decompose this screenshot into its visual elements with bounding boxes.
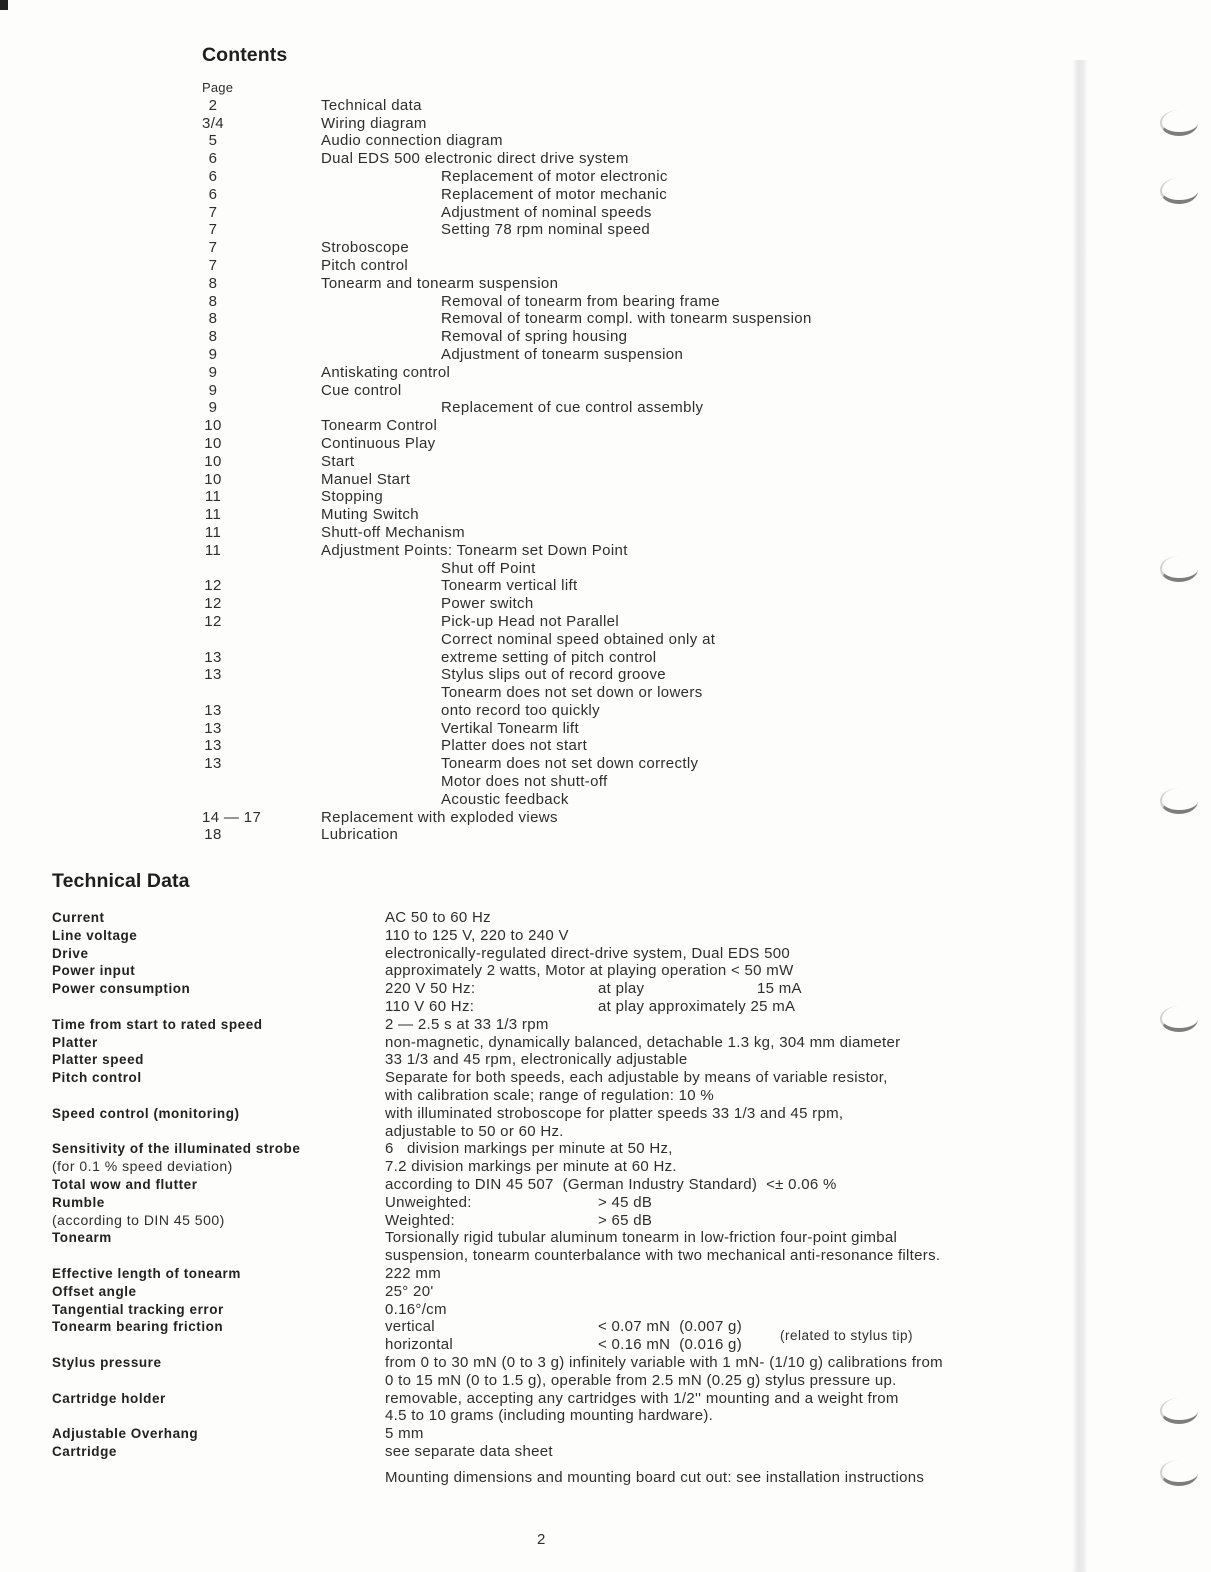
- spec-value-column: horizontal: [385, 1336, 454, 1354]
- spec-label-cell: [52, 1425, 385, 1443]
- spec-value-line: 2 — 2.5 s at 33 1/3 rpm: [385, 1015, 549, 1033]
- toc-entry: [202, 809, 812, 827]
- spec-value-line: electronically-regulated direct-drive system, Dual EDS 500: [385, 944, 791, 962]
- spec-row: [52, 1176, 1052, 1194]
- spec-row: [52, 945, 1052, 963]
- contents-heading: Contents: [202, 44, 288, 66]
- toc-subentry: [202, 310, 812, 328]
- toc-entry-title: Start: [321, 452, 355, 470]
- toc-page-number: 11: [204, 523, 222, 541]
- spec-label: Total wow and flutter: [52, 1176, 198, 1192]
- spec-value-line: Separate for both speeds, each adjustable by means of variable resistor,: [385, 1069, 888, 1087]
- spec-rows: [52, 909, 1052, 1461]
- toc-page-number: 13: [204, 737, 222, 755]
- toc-page-number: 9: [208, 381, 218, 399]
- toc-page-number: 13: [204, 701, 222, 719]
- spec-value-cell: [385, 962, 1052, 980]
- spec-label: Effective length of tonearm: [52, 1265, 241, 1281]
- toc-entry-title: Continuous Play: [321, 434, 436, 452]
- toc-entry: [202, 524, 812, 542]
- toc-entry: [202, 506, 812, 524]
- spec-value-cell: [385, 1034, 1052, 1052]
- toc-entry-title: Removal of spring housing: [441, 328, 628, 346]
- spec-value-cell: [385, 1425, 1052, 1443]
- toc-subentry: [202, 577, 812, 595]
- toc-entry-title: Stroboscope: [321, 239, 410, 257]
- spec-label: Tonearm: [52, 1230, 112, 1246]
- spec-row: [52, 1443, 1052, 1461]
- spec-row: [52, 1069, 1052, 1105]
- spec-value-cell: [385, 1105, 1052, 1141]
- toc-entry: [202, 435, 812, 453]
- spec-value-column: Weighted:: [385, 1211, 455, 1229]
- toc-subentry: [202, 328, 812, 346]
- spec-row: [52, 1105, 1052, 1141]
- spec-row: [52, 909, 1052, 927]
- toc-entry-title: Adjustment Points: Tonearm set Down Point: [321, 541, 628, 559]
- toc-entry-title: Replacement of motor mechanic: [441, 185, 668, 203]
- toc-page-number: 6: [208, 167, 218, 185]
- spec-value-column: at play approximately 25 mA: [598, 997, 796, 1015]
- spec-value-line: 222 mm: [385, 1264, 441, 1282]
- spec-label-cell: [52, 1194, 385, 1230]
- spec-value-column: at play: [598, 980, 645, 998]
- toc-page-number: 2: [208, 96, 218, 114]
- toc-entry-title: Dual EDS 500 electronic direct drive system: [321, 150, 629, 168]
- spec-label-cell: [52, 1051, 385, 1069]
- spec-label-cell: [52, 927, 385, 945]
- toc-subentry: [202, 631, 812, 649]
- toc-subentry: [202, 702, 812, 720]
- toc-entry-title: Stylus slips out of record groove: [441, 666, 666, 684]
- spec-label: Time from start to rated speed: [52, 1016, 263, 1032]
- toc-entry-title: Pitch control: [321, 256, 409, 274]
- toc-page-number: 10: [204, 417, 222, 435]
- spec-value-line: 6 division markings per minute at 50 Hz,: [385, 1140, 673, 1158]
- spec-value-cell: [385, 980, 1052, 1016]
- toc-page-number: 8: [208, 274, 218, 292]
- spec-row: [52, 962, 1052, 980]
- toc-entry-title: Pick-up Head not Parallel: [441, 612, 620, 630]
- binder-hole-shadow: [1160, 110, 1198, 136]
- toc-page-number: 12: [204, 577, 222, 595]
- spec-row: [52, 980, 1052, 1016]
- toc-entry-title: Removal of tonearm compl. with tonearm suspension: [441, 310, 812, 328]
- toc-entry-title: Vertikal Tonearm lift: [441, 719, 579, 737]
- toc-page-number: 12: [204, 595, 222, 613]
- toc-entry: [202, 364, 812, 382]
- toc-page-number: 9: [208, 399, 218, 417]
- toc-entry-title: Replacement of motor electronic: [441, 167, 668, 185]
- spec-value-cell: [385, 1265, 1052, 1283]
- toc-entry: [202, 257, 812, 275]
- spec-value-cell: [385, 1229, 1052, 1265]
- toc-entry: [202, 488, 812, 506]
- spec-value-line: adjustable to 50 or 60 Hz.: [385, 1122, 564, 1140]
- toc-page-number: 13: [204, 719, 222, 737]
- toc-subentry: [202, 399, 812, 417]
- toc-page-number: 7: [208, 256, 218, 274]
- toc-page-number: 11: [204, 488, 222, 506]
- spec-row: [52, 1390, 1052, 1426]
- spec-row: [52, 1354, 1052, 1390]
- toc-entry-title: Muting Switch: [321, 506, 419, 524]
- spec-value-line: with illuminated stroboscope for platter speeds 33 1/3 and 45 rpm,: [385, 1104, 844, 1122]
- spec-label: Rumble: [52, 1194, 105, 1210]
- spec-value-line: suspension, tonearm counterbalance with two mechanical anti-resonance filters.: [385, 1247, 941, 1265]
- spec-row: [52, 1016, 1052, 1034]
- toc-page-number: 13: [204, 648, 222, 666]
- toc-entry-title: onto record too quickly: [441, 701, 600, 719]
- toc-entry-title: Wiring diagram: [321, 114, 427, 132]
- toc-subentry: [202, 346, 812, 364]
- spec-row: [52, 1425, 1052, 1443]
- toc-page-number: 3/4: [202, 114, 224, 132]
- spec-value-line: AC 50 to 60 Hz: [385, 909, 491, 926]
- spec-value-cell: [385, 945, 1052, 963]
- toc-subentry: [202, 595, 812, 613]
- spec-label: Cartridge holder: [52, 1390, 166, 1406]
- binder-hole-shadow: [1160, 178, 1198, 204]
- spec-value-cell: [385, 1140, 1052, 1176]
- toc-entry: [202, 453, 812, 471]
- spec-value-cell: [385, 1354, 1052, 1390]
- spec-value-cell: [385, 1176, 1052, 1194]
- spec-value-cell: [385, 1069, 1052, 1105]
- toc-subentry: [202, 737, 812, 755]
- toc-entry-title: Motor does not shutt-off: [441, 773, 608, 791]
- spec-value-line: see separate data sheet: [385, 1442, 553, 1460]
- spec-label-cell: [52, 1390, 385, 1426]
- toc-page-number: 6: [208, 185, 218, 203]
- toc-entry-title: Antiskating control: [321, 363, 451, 381]
- spec-note: (related to stylus tip): [780, 1328, 914, 1344]
- toc-entry-title: Acoustic feedback: [441, 790, 569, 808]
- spec-label-cell: [52, 1301, 385, 1319]
- spec-label: Sensitivity of the illuminated strobe: [52, 1141, 301, 1157]
- toc-entry-title: Manuel Start: [321, 470, 411, 488]
- page-number: 2: [537, 1531, 546, 1548]
- toc-entry: [202, 275, 812, 293]
- toc-subentry: [202, 666, 812, 684]
- toc-subentry: [202, 791, 812, 809]
- spec-value-column: Unweighted:: [385, 1193, 472, 1211]
- toc-subentry: [202, 204, 812, 222]
- toc-subentry: [202, 186, 812, 204]
- spec-label: Tangential tracking error: [52, 1301, 224, 1317]
- toc-entry-title: Audio connection diagram: [321, 132, 503, 150]
- toc-page-number: 13: [204, 755, 222, 773]
- toc-entry: [202, 417, 812, 435]
- toc-entry: [202, 150, 812, 168]
- toc-page-number: 7: [208, 239, 218, 257]
- page-column-header: Page: [202, 80, 234, 95]
- toc-page-number: 8: [208, 328, 218, 346]
- spec-value-cell: [385, 927, 1052, 945]
- spec-value-cell: [385, 1443, 1052, 1461]
- spec-value-line: 0.16°/cm: [385, 1300, 447, 1318]
- contents-list: [202, 79, 812, 844]
- toc-entry-title: Stopping: [321, 488, 384, 506]
- toc-page-number: 8: [208, 292, 218, 310]
- spec-label-cell: [52, 945, 385, 963]
- toc-entry: [202, 826, 812, 844]
- toc-page-number: 10: [204, 470, 222, 488]
- toc-page-number: 13: [204, 666, 222, 684]
- binder-shadow: [1072, 60, 1088, 1572]
- spec-value-cell: [385, 1301, 1052, 1319]
- toc-subentry: [202, 613, 812, 631]
- toc-page-number: 7: [208, 203, 218, 221]
- toc-page-number: 14 — 17: [202, 808, 262, 826]
- toc-entry: [202, 471, 812, 489]
- spec-label: Current: [52, 910, 105, 925]
- spec-row: [52, 1283, 1052, 1301]
- spec-value-line: approximately 2 watts, Motor at playing operation < 50 mW: [385, 962, 794, 980]
- spec-label: Pitch control: [52, 1070, 142, 1086]
- toc-page-number: 10: [204, 452, 222, 470]
- toc-entry-title: Technical data: [321, 96, 422, 114]
- mounting-footnote: Mounting dimensions and mounting board cut out: see installation instructions: [385, 1468, 925, 1486]
- spec-sublabel: (for 0.1 % speed deviation): [52, 1158, 233, 1175]
- spec-row: [52, 1051, 1052, 1069]
- spec-label-cell: [52, 1265, 385, 1283]
- spec-label-cell: [52, 1105, 385, 1141]
- spec-row: [52, 1194, 1052, 1230]
- spec-value-column: 220 V 50 Hz:: [385, 980, 476, 998]
- toc-subentry: [202, 720, 812, 738]
- spec-label: Offset angle: [52, 1283, 137, 1299]
- spec-value-column: 15 mA: [757, 980, 802, 998]
- toc-entry-title: Removal of tonearm from bearing frame: [441, 292, 720, 310]
- spec-value-column: < 0.16 mN (0.016 g): [598, 1336, 742, 1354]
- spec-label: Line voltage: [52, 927, 138, 943]
- toc-entry-title: Adjustment of nominal speeds: [441, 203, 652, 221]
- spec-label: Platter: [52, 1034, 98, 1050]
- spec-label: Power input: [52, 963, 136, 979]
- toc-subentry: [202, 560, 812, 578]
- spec-value-line: 33 1/3 and 45 rpm, electronically adjustable: [385, 1051, 688, 1069]
- toc-subentry: [202, 649, 812, 667]
- toc-entry-title: Power switch: [441, 595, 534, 613]
- toc-page-number: 9: [208, 363, 218, 381]
- spec-value-line: [385, 1194, 1052, 1212]
- spec-value-line: non-magnetic, dynamically balanced, detachable 1.3 kg, 304 mm diameter: [385, 1033, 901, 1051]
- toc-page-number: 10: [204, 434, 222, 452]
- spec-value-line: [385, 980, 1052, 998]
- spec-value-cell: [385, 909, 1052, 927]
- toc-entry-title: Setting 78 rpm nominal speed: [441, 221, 651, 239]
- spec-value-column: > 45 dB: [598, 1193, 653, 1211]
- spec-row: [52, 927, 1052, 945]
- spec-label: Stylus pressure: [52, 1354, 162, 1370]
- spec-label-cell: [52, 1283, 385, 1301]
- spec-row: [52, 1140, 1052, 1176]
- spec-value-cell: [385, 1016, 1052, 1034]
- spec-value-line: [385, 1318, 1052, 1336]
- spec-label-cell: [52, 1140, 385, 1176]
- spec-value-column: 110 V 60 Hz:: [385, 997, 475, 1015]
- spec-label-cell: [52, 1176, 385, 1194]
- toc-subentry: [202, 773, 812, 791]
- spec-value-cell: [385, 1318, 1052, 1354]
- spec-value-line: 4.5 to 10 grams (including mounting hardware).: [385, 1407, 714, 1425]
- spec-label-cell: [52, 909, 385, 927]
- spec-value-cell: [385, 1283, 1052, 1301]
- spec-value-line: 7.2 division markings per minute at 60 Hz.: [385, 1158, 677, 1176]
- spec-row: [52, 1034, 1052, 1052]
- spec-value-line: 0 to 15 mN (0 to 1.5 g), operable from 2.5 mN (0.25 g) stylus pressure up.: [385, 1371, 897, 1389]
- toc-entry-title: Lubrication: [321, 826, 399, 844]
- spec-label-cell: [52, 1443, 385, 1461]
- spec-value-line: from 0 to 30 mN (0 to 3 g) infinitely variable with 1 mN- (1/10 g) calibrations from: [385, 1353, 943, 1371]
- binder-hole-shadow: [1160, 1460, 1198, 1486]
- spec-label: Cartridge: [52, 1443, 117, 1459]
- toc-entry: [202, 115, 812, 133]
- spec-row: [52, 1229, 1052, 1265]
- toc-entry-title: Platter does not start: [441, 737, 588, 755]
- spec-value-line: removable, accepting any cartridges with 1/2'' mounting and a weight from: [385, 1389, 899, 1407]
- spec-label: Drive: [52, 945, 89, 961]
- spec-label-cell: [52, 1354, 385, 1390]
- toc-entry: [202, 132, 812, 150]
- toc-subentry: [202, 293, 812, 311]
- spec-value-cell: [385, 1390, 1052, 1426]
- spec-label-cell: [52, 1318, 385, 1354]
- toc-entry-title: Replacement with exploded views: [321, 808, 558, 826]
- toc-entry-title: Correct nominal speed obtained only at: [441, 630, 716, 648]
- spec-value-line: with calibration scale; range of regulation: 10 %: [385, 1086, 715, 1104]
- spec-label-cell: [52, 1034, 385, 1052]
- spec-value-cell: [385, 1051, 1052, 1069]
- binder-hole-shadow: [1160, 1398, 1198, 1424]
- spec-label-cell: [52, 1016, 385, 1034]
- spec-label-cell: [52, 962, 385, 980]
- spec-label: Adjustable Overhang: [52, 1426, 199, 1442]
- toc-entry-title: Tonearm vertical lift: [441, 577, 578, 595]
- toc-page-number: 5: [208, 132, 218, 150]
- binder-hole-shadow: [1160, 1006, 1198, 1032]
- spec-row: [52, 1265, 1052, 1283]
- toc-page-number: 6: [208, 150, 218, 168]
- toc-page-number: 11: [204, 541, 222, 559]
- binder-hole-shadow: [1160, 556, 1198, 582]
- toc-page-number: 18: [204, 826, 222, 844]
- spec-value-line: [385, 1336, 1052, 1354]
- toc-page-number: 11: [204, 506, 222, 524]
- toc-subentry: [202, 221, 812, 239]
- toc-page-number: 8: [208, 310, 218, 328]
- toc-entry-title: Tonearm and tonearm suspension: [321, 274, 559, 292]
- toc-subentry: [202, 684, 812, 702]
- spec-value-column: vertical: [385, 1318, 435, 1336]
- toc-page-number: 12: [204, 612, 222, 630]
- toc-entry-title: Shut off Point: [441, 559, 536, 577]
- spec-sublabel: (according to DIN 45 500): [52, 1211, 225, 1228]
- toc-entry: [202, 382, 812, 400]
- toc-entry-title: Cue control: [321, 381, 402, 399]
- spec-value-line: 25° 20': [385, 1282, 434, 1300]
- toc-entry-title: Tonearm Control: [321, 417, 438, 435]
- toc-entry-title: Replacement of cue control assembly: [441, 399, 704, 417]
- spec-label: Platter speed: [52, 1052, 144, 1068]
- spec-label: Power consumption: [52, 981, 191, 997]
- toc-entry-title: Tonearm does not set down correctly: [441, 755, 699, 773]
- spec-row: [52, 1318, 1052, 1354]
- spec-value-line: [385, 1212, 1052, 1230]
- spec-value-line: [385, 998, 1052, 1016]
- spec-label: Tonearm bearing friction: [52, 1319, 224, 1335]
- toc-entry-title: Shutt-off Mechanism: [321, 523, 465, 541]
- toc-entry-title: Adjustment of tonearm suspension: [441, 345, 684, 363]
- spec-row: [52, 1301, 1052, 1319]
- spec-label: Speed control (monitoring): [52, 1105, 240, 1121]
- toc-entry: [202, 97, 812, 115]
- toc-page-number: 9: [208, 345, 218, 363]
- spec-value-line: Torsionally rigid tubular aluminum tonearm in low-friction four-point gimbal: [385, 1229, 898, 1247]
- scan-corner-mark: [0, 0, 8, 10]
- spec-label-cell: [52, 1229, 385, 1265]
- toc-entry: [202, 239, 812, 257]
- spec-label-cell: [52, 1069, 385, 1105]
- toc-entry: [202, 542, 812, 560]
- spec-value-column: < 0.07 mN (0.007 g): [598, 1318, 742, 1336]
- spec-value-column: > 65 dB: [598, 1211, 653, 1229]
- spec-value-cell: [385, 1194, 1052, 1230]
- spec-value-line: 5 mm: [385, 1425, 424, 1443]
- technical-data-heading: Technical Data: [52, 870, 190, 892]
- toc-page-number: 7: [208, 221, 218, 239]
- technical-data-table: [52, 909, 1052, 1487]
- spec-value-line: 110 to 125 V, 220 to 240 V: [385, 926, 569, 944]
- toc-entry-title: extreme setting of pitch control: [441, 648, 657, 666]
- spec-value-line: according to DIN 45 507 (German Industry Standard) <± 0.06 %: [385, 1175, 837, 1193]
- toc-subentry: [202, 168, 812, 186]
- toc-entry-title: Tonearm does not set down or lowers: [441, 684, 703, 702]
- spec-label-cell: [52, 980, 385, 1016]
- toc-subentry: [202, 755, 812, 773]
- binder-hole-shadow: [1160, 788, 1198, 814]
